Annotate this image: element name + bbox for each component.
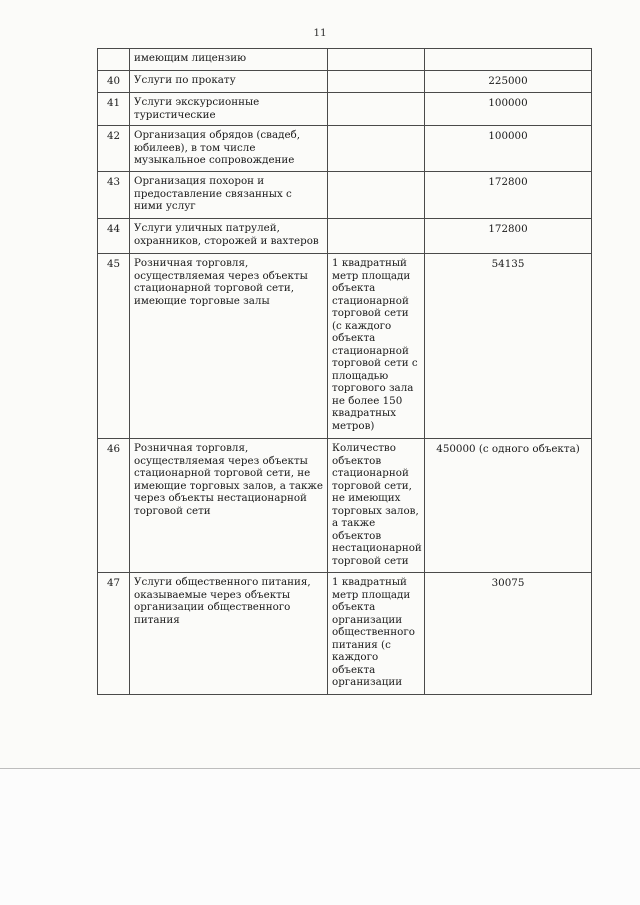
table-row <box>98 172 592 219</box>
page-number: 11 <box>313 27 327 39</box>
blank-area-below-page <box>0 769 640 905</box>
row-number: 42 <box>98 126 130 172</box>
activity-name: Услуги по прокату <box>130 71 328 93</box>
base-income: 100000 <box>425 93 592 126</box>
row-number: 47 <box>98 573 130 695</box>
base-income: 172800 <box>425 172 592 219</box>
tax-rates-table <box>97 48 592 695</box>
base-income: 172800 <box>425 219 592 254</box>
physical-indicator: 1 квадратный метр площади объекта стационарной торговой сети (с каждого объекта стационарной торговой сети с площадью торгового зала не более 150 квадратных метров) <box>328 254 425 439</box>
activity-name: Розничная торговля, осуществляемая через объекты стационарной торговой сети, имеющие торговые залы <box>130 254 328 439</box>
row-number <box>98 49 130 71</box>
physical-indicator <box>328 126 425 172</box>
table-row <box>98 573 592 695</box>
physical-indicator <box>328 93 425 126</box>
base-income: 54135 <box>425 254 592 439</box>
table-row <box>98 219 592 254</box>
activity-name: Услуги экскурсионные туристические <box>130 93 328 126</box>
table-row <box>98 71 592 93</box>
physical-indicator <box>328 71 425 93</box>
physical-indicator <box>328 219 425 254</box>
physical-indicator: 1 квадратный метр площади объекта организации общественного питания (с каждого объекта организации <box>328 573 425 695</box>
row-number: 40 <box>98 71 130 93</box>
row-number: 45 <box>98 254 130 439</box>
row-number: 41 <box>98 93 130 126</box>
activity-name: Услуги уличных патрулей, охранников, сторожей и вахтеров <box>130 219 328 254</box>
activity-name: Организация обрядов (свадеб, юбилеев), в том числе музыкальное сопровождение <box>130 126 328 172</box>
activity-name: Розничная торговля, осуществляемая через объекты стационарной торговой сети, не имеющие торговых залов, а также через объекты нестационарной торговой сети <box>130 439 328 573</box>
row-number: 46 <box>98 439 130 573</box>
base-income: 450000 (с одного объекта) <box>425 439 592 573</box>
activity-name: Услуги общественного питания, оказываемые через объекты организации общественного питания <box>130 573 328 695</box>
base-income: 225000 <box>425 71 592 93</box>
activity-name: имеющим лицензию <box>130 49 328 71</box>
activity-name: Организация похорон и предоставление связанных с ними услуг <box>130 172 328 219</box>
table-row <box>98 93 592 126</box>
base-income <box>425 49 592 71</box>
table-row <box>98 49 592 71</box>
physical-indicator <box>328 49 425 71</box>
row-number: 43 <box>98 172 130 219</box>
physical-indicator <box>328 172 425 219</box>
physical-indicator: Количество объектов стационарной торговой сети, не имеющих торговых залов, а также объектов нестационарной торговой сети <box>328 439 425 573</box>
row-number: 44 <box>98 219 130 254</box>
base-income: 100000 <box>425 126 592 172</box>
table-row <box>98 254 592 439</box>
table-row <box>98 439 592 573</box>
table-row <box>98 126 592 172</box>
base-income: 30075 <box>425 573 592 695</box>
